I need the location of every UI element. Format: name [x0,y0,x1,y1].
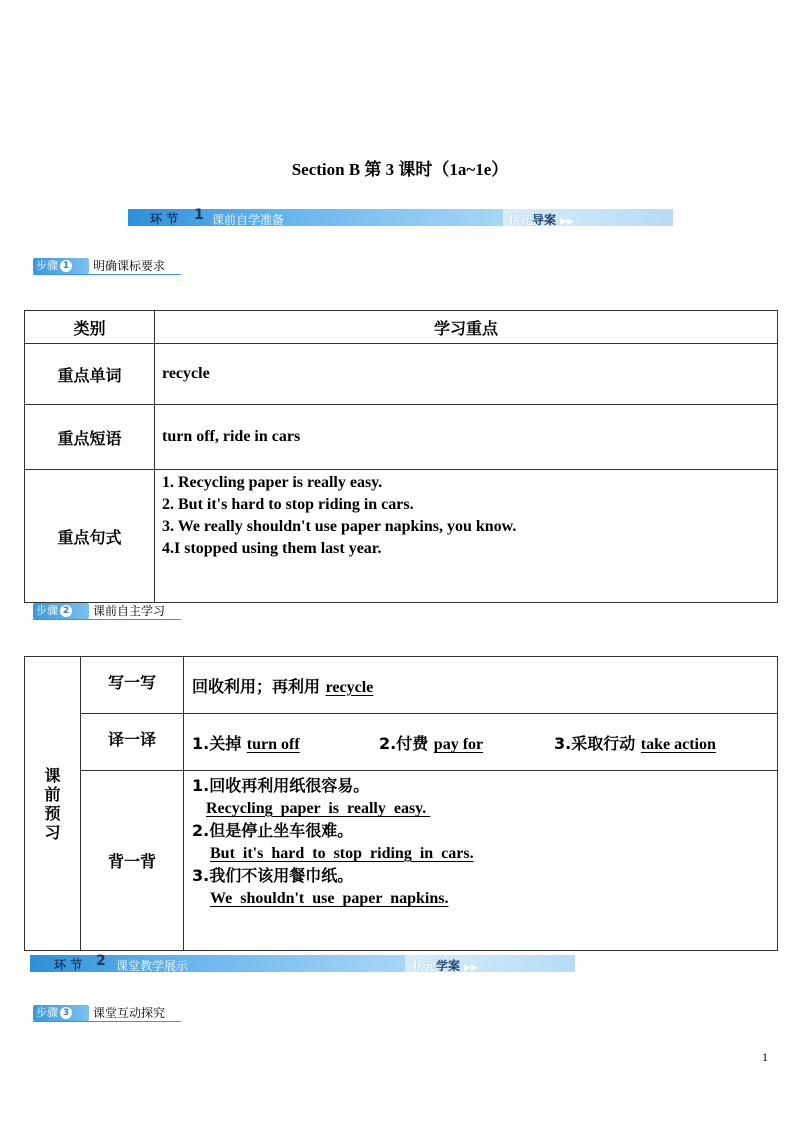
content-line: 4.I stopped using them last year. [162,540,382,557]
table-row [25,470,778,603]
page-number: 1 [762,1050,768,1064]
side-char: 课 [44,765,61,785]
recite-prompt: 2.但是停止坐车很难。 [192,821,354,840]
step-label-2 [33,603,183,619]
section-banner-1 [128,209,673,226]
banner-brand-light: 状元 [412,959,437,973]
translate-prompt: 2.付费 [379,734,434,753]
banner-brand [508,211,574,228]
section-banner-2 [30,955,575,972]
table-header-row [25,311,778,344]
translate-prompt: 3.采取行动 [554,734,641,753]
banner-subtitle: 课堂教学展示 [116,959,189,973]
step-tag: 步骤 [36,1006,58,1019]
translate-answer: take action [640,736,716,753]
banner-brand-light: 状元 [508,213,533,227]
translate-item [192,731,300,754]
row-category: 重点单词 [25,344,155,405]
double-arrow-icon: ▶▶ [560,217,575,227]
write-content [184,657,778,714]
banner-number: 1 [194,207,204,223]
content-line: recycle [162,365,210,382]
banner-brand-dark: 导案 [532,213,557,227]
preview-side-label [25,657,81,951]
row-category: 重点句式 [25,470,155,603]
write-label: 写一写 [81,657,184,714]
side-char: 前 [44,784,61,804]
content-line: 3. We really shouldn't use paper napkins, you know. [162,518,517,535]
step-text: 课堂互动探究 [93,1006,166,1020]
banner-label: 环 节 [54,958,83,972]
step-label-3 [33,1005,183,1021]
side-char: 预 [44,803,61,823]
row-category: 重点短语 [25,405,155,470]
banner-brand-dark: 学案 [436,959,461,973]
table-row [25,714,778,771]
write-prompt: 回收利用；再利用 [192,676,326,696]
table-row [25,344,778,405]
recite-content [184,771,778,951]
table-row [25,657,778,714]
content-line: 1. Recycling paper is really easy. [162,474,383,491]
side-char: 习 [44,822,61,842]
step-tag: 步骤 [36,259,58,272]
banner-number: 2 [96,953,106,969]
page-title: Section B 第 3 课时（1a~1e） [291,160,509,179]
header-category: 类别 [25,311,155,344]
translate-item [379,731,483,754]
recite-answer: We shouldn't use paper napkins. [210,890,449,907]
write-answer: recycle [325,678,374,696]
step-label-1 [33,258,183,274]
recite-prompt: 3.我们不该用餐巾纸。 [192,866,354,885]
preview-table [24,656,778,951]
banner-subtitle: 课前自学准备 [212,213,285,227]
step-number: 3 [60,1007,72,1019]
row-content [155,470,778,603]
translate-item [554,731,716,754]
double-arrow-icon: ▶▶ [464,963,479,973]
header-key-points: 学习重点 [155,311,778,344]
recite-prompt: 1.回收再利用纸很容易。 [192,776,370,795]
row-content [155,344,778,405]
recite-answer: But it's hard to stop riding in cars. [210,845,474,862]
step-text: 课前自主学习 [93,604,166,618]
table-row [25,771,778,951]
translate-label: 译一译 [81,714,184,771]
translate-answer: turn off [246,736,300,753]
content-line: 2. But it's hard to stop riding in cars. [162,496,414,513]
banner-label: 环 节 [150,212,179,226]
translate-content [184,714,778,771]
translate-prompt: 1.关掉 [192,734,247,753]
row-content [155,405,778,470]
step-number: 1 [60,260,72,272]
step-tag: 步骤 [36,604,58,617]
recite-answer: Recycling paper is really easy. [206,800,431,817]
translate-answer: pay for [433,736,484,753]
table-row [25,405,778,470]
step-text: 明确课标要求 [93,259,166,273]
banner-brand [412,957,478,974]
recite-label: 背一背 [81,771,184,951]
step-number: 2 [60,605,72,617]
key-points-table [24,310,778,603]
content-line: turn off, ride in cars [162,428,301,445]
